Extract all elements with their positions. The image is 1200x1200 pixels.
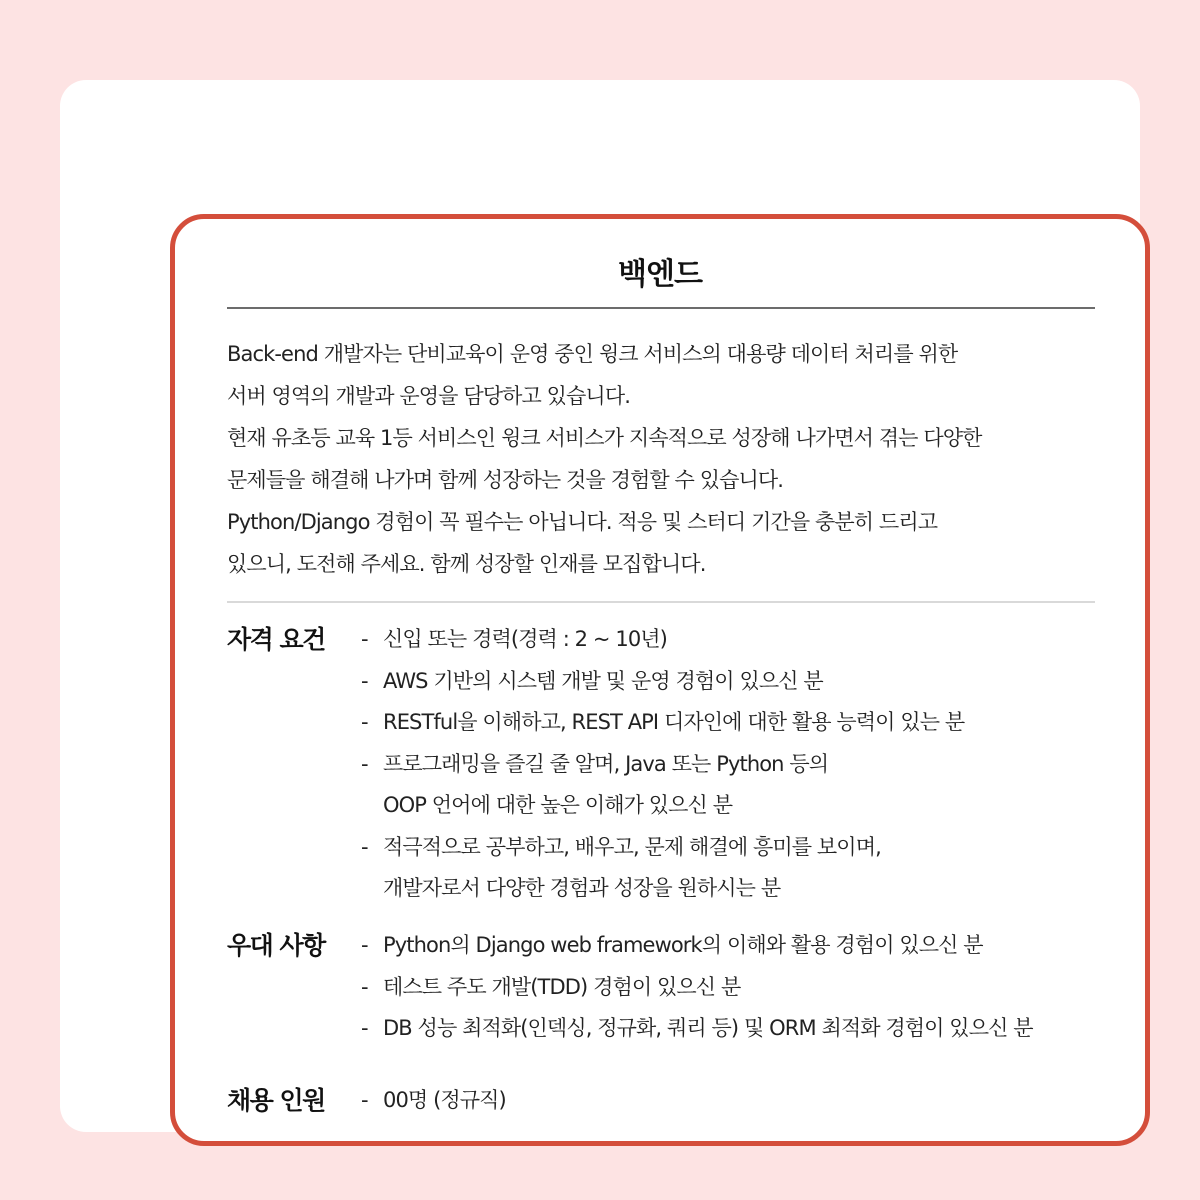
intro-line: 서버 영역의 개발과 운영을 담당하고 있습니다. [227,384,630,408]
preferred-list [361,925,1033,1050]
item-text-continued: 개발자로서 다양한 경험과 성장을 원하시는 분 [383,876,781,900]
title-divider [227,307,1095,309]
requirements-label: 자격 요건 [227,625,325,654]
list-item: - 적극적으로 공부하고, 배우고, 문제 해결에 흥미를 보이며, 개발자로서 다양한 경험과 성장을 원하시는 분 [361,827,964,910]
list-item: - DB 성능 최적화(인덱싱, 정규화, 쿼리 등) 및 ORM 최적화 경험이 있으신 분 [361,1016,1033,1040]
job-posting-frame [170,214,1150,1146]
intro-line: 있으니, 도전해 주세요. 함께 성장할 인재를 모집합니다. [227,552,706,576]
item-text: 신입 또는 경력(경력 : 2 ~ 10년) [383,627,667,651]
preferred-label: 우대 사항 [227,931,325,960]
list-item: - 테스트 주도 개발(TDD) 경험이 있으신 분 [361,974,741,999]
item-text: 적극적으로 공부하고, 배우고, 문제 해결에 흥미를 보이며, [383,834,881,859]
item-text: RESTful을 이해하고, REST API 디자인에 대한 활용 능력이 있는 분 [383,710,965,734]
list-item: - 신입 또는 경력(경력 : 2 ~ 10년) [361,627,667,651]
headcount-list [361,1080,506,1122]
item-text: 프로그래밍을 즐길 줄 알며, Java 또는 Python 등의 [383,751,829,776]
intro-line: 현재 유초등 교육 1등 서비스인 윙크 서비스가 지속적으로 성장해 나가면서 겪는 다양한 [227,426,982,450]
item-text-continued: OOP 언어에 대한 높은 이해가 있으신 분 [383,793,733,817]
item-text: AWS 기반의 시스템 개발 및 운영 경험이 있으신 분 [383,668,823,693]
headcount-label: 채용 인원 [227,1086,325,1115]
page-title: 백엔드 [618,257,702,292]
intro-line: Back-end 개발자는 단비교육이 운영 중인 윙크 서비스의 대용량 데이터 처리를 위한 [227,342,958,366]
list-item: - AWS 기반의 시스템 개발 및 운영 경험이 있으신 분 [361,668,823,693]
list-item: - 프로그래밍을 즐길 줄 알며, Java 또는 Python 등의 OOP 언어에 대한 높은 이해가 있으신 분 [361,744,964,827]
item-text: 테스트 주도 개발(TDD) 경험이 있으신 분 [383,974,741,999]
content-card [60,80,1140,1132]
item-text: 00명 (정규직) [383,1088,506,1112]
section-divider [227,601,1095,603]
intro-line: Python/Django 경험이 꼭 필수는 아닙니다. 적응 및 스터디 기간을 충분히 드리고 [227,510,938,534]
intro-text [227,333,1107,585]
item-text: DB 성능 최적화(인덱싱, 정규화, 쿼리 등) 및 ORM 최적화 경험이 있으신 분 [383,1016,1033,1040]
intro-line: 문제들을 해결해 나가며 함께 성장하는 것을 경험할 수 있습니다. [227,468,784,492]
list-item: - RESTful을 이해하고, REST API 디자인에 대한 활용 능력이 있는 분 [361,710,965,734]
requirements-list [361,619,964,910]
list-item: - 00명 (정규직) [361,1088,506,1112]
item-text: Python의 Django web framework의 이해와 활용 경험이 있으신 분 [383,933,983,957]
list-item: - Python의 Django web framework의 이해와 활용 경험이 있으신 분 [361,933,983,957]
